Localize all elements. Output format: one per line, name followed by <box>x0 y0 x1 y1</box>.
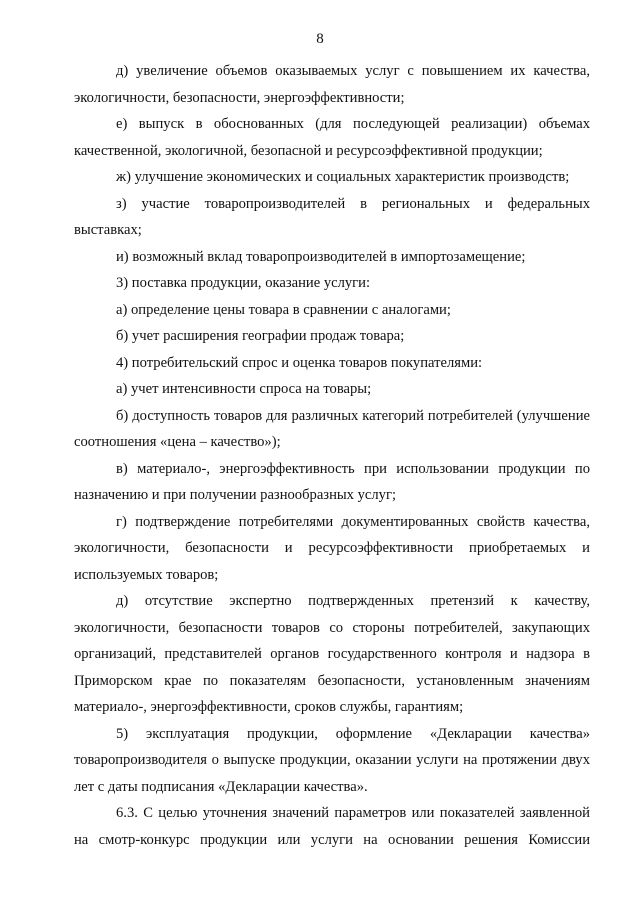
paragraph: з) участие товаропроизводителей в региональных и федеральных выставках; <box>74 195 590 238</box>
paragraph: д) отсутствие экспертно подтвержденных претензий к качеству, экологичности, безопасности товаров со стороны потребителей, закупающих организаций, представителей органов государственного контроля и надзора в Приморском крае по показателям безопасности, установленным значениям материало-, энергоэффективности, сроков службы, гарантиям; <box>74 593 590 715</box>
paragraph: 6.3. С целью уточнения значений параметров или показателей заявленной на смотр-конкурс продукции или услуги на основании решения Комиссии <box>74 805 590 848</box>
paragraph: 4) потребительский спрос и оценка товаров покупателями: <box>116 354 483 371</box>
document-body <box>74 58 590 853</box>
paragraph: б) учет расширения географии продаж товара; <box>116 328 405 344</box>
page-number: 8 <box>316 31 324 47</box>
paragraph: б) доступность товаров для различных категорий потребителей (улучшение соотношения «цена – качество»); <box>74 407 590 450</box>
paragraph: 5) эксплуатация продукции, оформление «Декларации качества» товаропроизводителя о выпуске продукции, оказании услуги на протяжении двух лет с даты подписания «Декларации качества». <box>74 725 590 795</box>
paragraph: ж) улучшение экономических и социальных характеристик производств; <box>116 169 570 185</box>
paragraph: д) увеличение объемов оказываемых услуг с повышением их качества, экологичности, безопасности, энергоэффективности; <box>74 63 590 106</box>
paragraph: 3) поставка продукции, оказание услуги: <box>116 275 371 291</box>
paragraph: е) выпуск в обоснованных (для последующей реализации) объемах качественной, экологичной, безопасной и ресурсоэффективной продукции; <box>74 116 590 159</box>
paragraph: а) учет интенсивности спроса на товары; <box>116 381 372 397</box>
paragraph: в) материало-, энергоэффективность при использовании продукции по назначению и при получении разнообразных услуг; <box>74 460 590 503</box>
paragraph: г) подтверждение потребителями документированных свойств качества, экологичности, безопасности и ресурсоэффективности приобретаемых и используемых товаров; <box>74 513 590 583</box>
paragraph: а) определение цены товара в сравнении с аналогами; <box>116 301 451 318</box>
paragraph: и) возможный вклад товаропроизводителей в импортозамещение; <box>116 248 526 265</box>
